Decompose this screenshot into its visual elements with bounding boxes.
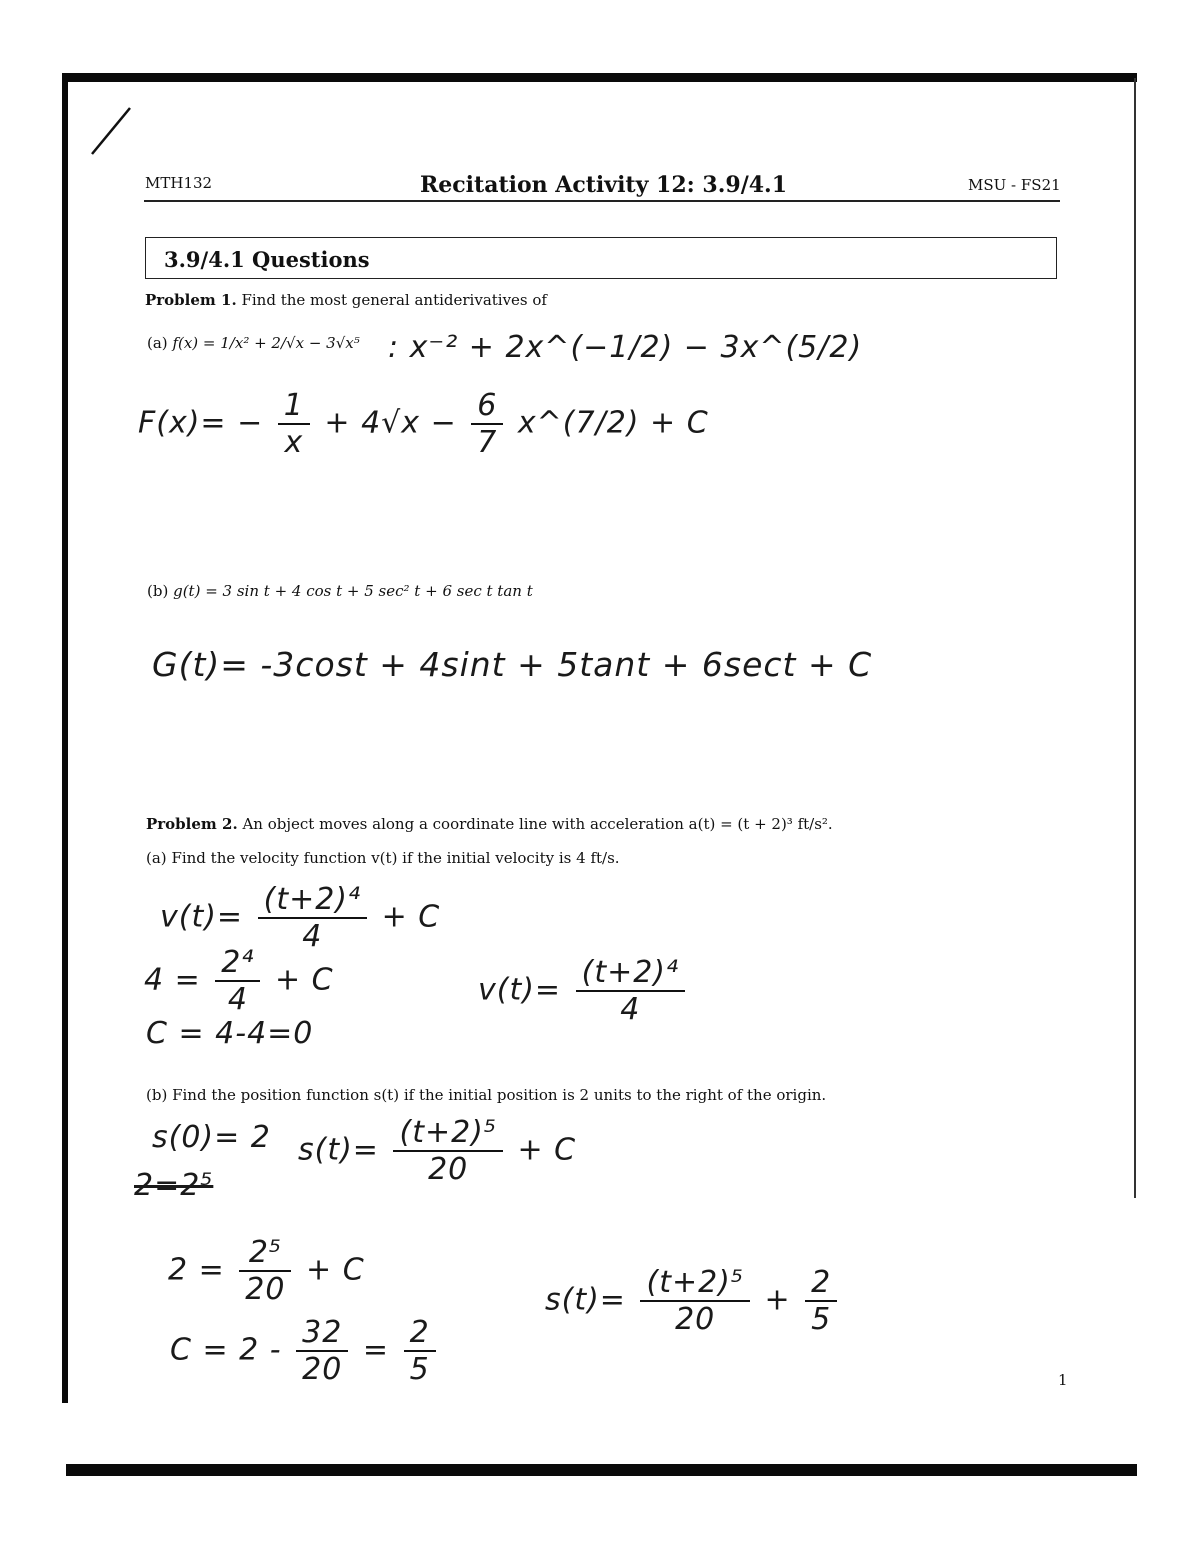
problem2b-final-const-frac <box>805 1265 837 1337</box>
problem1a-frac1-num: 1 <box>278 388 310 425</box>
problem2a-line1 <box>160 882 440 954</box>
problem2b-line3-frac <box>239 1235 291 1307</box>
problem2b-final-den: 20 <box>675 1302 716 1337</box>
problem1a-answer: F(x)= − $\frac{1}{x}$ + 4√x − $\frac{6}{7}$ x^(7/2) + C <box>138 388 709 460</box>
problem2b-line3-lhs: 2 = <box>168 1252 236 1288</box>
problem2b-final-frac <box>640 1265 749 1337</box>
problem2b-line1a: s(0)= 2 <box>152 1120 271 1155</box>
problem2a-prompt: Find the velocity function v(t) if the initial velocity is 4 ft/s. <box>171 849 620 867</box>
problem2-statement <box>146 815 833 833</box>
problem1a-frac2 <box>471 388 503 460</box>
scan-left-border <box>62 73 68 1403</box>
problem2a-statement <box>146 849 620 867</box>
problem2b-line2 <box>134 1168 213 1203</box>
problem2a-final-lhs: v(t)= <box>478 972 572 1008</box>
problem2b-statement <box>146 1086 826 1104</box>
scan-top-border <box>62 73 1137 82</box>
problem1-prompt: Find the most general antiderivatives of <box>241 291 547 309</box>
problem2a-line1-lhs: v(t)= <box>160 899 254 935</box>
problem2b-line1-lhs: s(t)= <box>298 1132 390 1168</box>
problem2b-line1 <box>298 1115 576 1187</box>
problem1a-frac1 <box>278 388 310 460</box>
scan-right-edge <box>1134 78 1136 1198</box>
problem2-label: Problem 2. <box>146 815 238 833</box>
problem2a-line2-den: 4 <box>227 982 248 1017</box>
problem1b-answer: G(t)= -3cost + 4sint + 5tant + 6sect + C <box>152 645 873 684</box>
problem1b-statement <box>147 582 533 600</box>
problem2b-line4-lhs: C = 2 - <box>170 1332 293 1368</box>
problem2a-line2-tail: + C <box>274 962 334 998</box>
problem2b-line3-den: 20 <box>245 1272 286 1307</box>
problem2b-prompt: Find the position function s(t) if the initial position is 2 units to the right of the origin. <box>172 1086 827 1104</box>
term-label: MSU - FS21 <box>968 176 1061 194</box>
problem2a-line1-frac <box>258 882 367 954</box>
problem2b-line3-tail: + C <box>306 1252 365 1288</box>
problem2b-line4-mid: = <box>362 1332 400 1368</box>
problem2b-line4-den: 20 <box>302 1352 343 1387</box>
problem2b-line1-tail: + C <box>517 1132 577 1168</box>
problem2a-final-num: (t+2)⁴ <box>576 955 685 992</box>
problem2b-line4-result-den: 5 <box>409 1352 430 1387</box>
problem1a-answer-tail: x^(7/2) + C <box>517 405 709 441</box>
problem1a-label: (a) <box>147 334 168 352</box>
problem2b-final-const-den: 5 <box>811 1302 832 1337</box>
problem2a-final-frac <box>576 955 685 1027</box>
problem2b-line4-result-frac <box>404 1315 436 1387</box>
scan-bottom-border <box>66 1464 1137 1476</box>
section-box <box>145 237 1057 279</box>
page-title: Recitation Activity 12: 3.9/4.1 <box>420 172 788 198</box>
problem1a-rewrite: : x⁻² + 2x^(−1/2) − 3x^(5/2) <box>388 330 863 365</box>
problem2b-line4-result-num: 2 <box>404 1315 436 1352</box>
problem1b-expression: g(t) = 3 sin t + 4 cos t + 5 sec² t + 6 sec t tan t <box>173 582 533 600</box>
problem1a-expression: f(x) = 1/x² + 2/√x − 3√x⁵ <box>172 334 360 352</box>
problem1a-answer-lhs: F(x)= <box>138 405 238 441</box>
section-title: 3.9/4.1 Questions <box>164 247 370 272</box>
problem2-prompt: An object moves along a coordinate line with acceleration a(t) = (t + 2)³ ft/s². <box>242 815 833 833</box>
problem1-label: Problem 1. <box>145 291 237 309</box>
problem2b-final-num: (t+2)⁵ <box>640 1265 749 1302</box>
header-rule <box>144 200 1060 202</box>
problem2a-final <box>478 955 689 1027</box>
problem2b-line1-den: 20 <box>428 1152 469 1187</box>
problem1a-frac2-num: 6 <box>471 388 503 425</box>
problem1a-answer-mid: + 4√x − <box>324 405 468 441</box>
problem2b-line1-frac <box>393 1115 502 1187</box>
problem2b-final-mid: + <box>764 1282 802 1318</box>
problem2a-line3: C = 4-4=0 <box>146 1016 314 1051</box>
problem1a-statement <box>147 334 360 352</box>
page-number: 1 <box>1058 1371 1068 1389</box>
problem2a-line1-tail: + C <box>381 899 441 935</box>
problem2b-label: (b) <box>146 1086 168 1104</box>
problem2b-line1-num: (t+2)⁵ <box>393 1115 502 1152</box>
check-mark-stroke <box>88 104 136 160</box>
problem1-statement <box>145 291 547 309</box>
problem2b-line2-text: 2=2⁵ <box>134 1168 214 1203</box>
problem2a-line2-frac <box>215 945 260 1017</box>
problem2a-label: (a) <box>146 849 167 867</box>
problem1a-frac1-den: x <box>284 425 304 460</box>
problem2b-line4-frac <box>296 1315 348 1387</box>
problem2a-line2-lhs: 4 = <box>144 962 212 998</box>
problem2b-final-const-num: 2 <box>805 1265 837 1302</box>
problem2a-line2-num: 2⁴ <box>215 945 260 982</box>
problem1b-label: (b) <box>147 582 169 600</box>
course-code: MTH132 <box>145 174 213 192</box>
problem2a-line2 <box>144 945 334 1017</box>
problem2b-line4 <box>170 1315 440 1387</box>
problem2b-final-lhs: s(t)= <box>545 1282 637 1318</box>
problem2a-line1-den: 4 <box>302 919 323 954</box>
problem1a-frac2-den: 7 <box>477 425 498 460</box>
problem2b-final <box>545 1265 841 1337</box>
problem2b-line3-num: 2⁵ <box>239 1235 291 1272</box>
problem2a-final-den: 4 <box>620 992 641 1027</box>
problem2a-line1-num: (t+2)⁴ <box>258 882 367 919</box>
problem2b-line3 <box>168 1235 365 1307</box>
problem2b-line4-num: 32 <box>296 1315 348 1352</box>
